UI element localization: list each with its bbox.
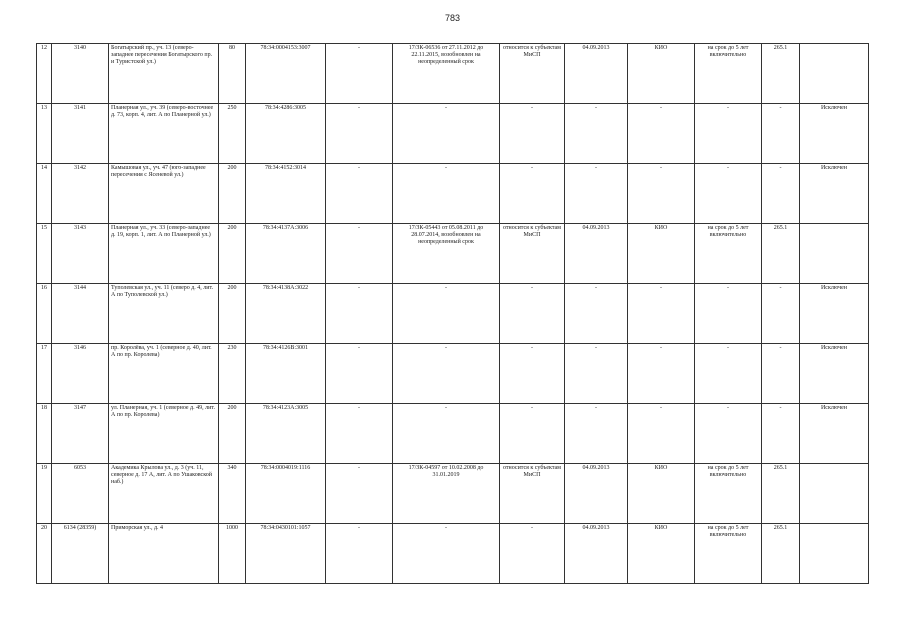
registry-table (36, 43, 869, 584)
lease-agreement-cell: - (393, 164, 500, 224)
smb-subject-cell: - (500, 104, 565, 164)
date-cell: - (565, 284, 628, 344)
object-id-cell: 3144 (52, 284, 109, 344)
area-cell: 250 (219, 104, 246, 164)
area-cell: 200 (219, 284, 246, 344)
lease-agreement-cell: - (393, 404, 500, 464)
lease-agreement-cell: - (393, 524, 500, 584)
cadastral-number-cell: 78:34:4286:3005 (246, 104, 326, 164)
lease-agreement-cell: 17/ЗК-06536 от 27.11.2012 до 22.11.2015, возобновлен на неопределенный срок (393, 44, 500, 104)
code-cell: - (762, 284, 800, 344)
date-cell: 04.09.2013 (565, 224, 628, 284)
smb-subject-cell: - (500, 404, 565, 464)
object-id-cell: 3140 (52, 44, 109, 104)
term-cell: на срок до 5 лет включительно (695, 224, 762, 284)
table-row (37, 404, 869, 464)
cadastral-number-cell: 78:34:4138А:3022 (246, 284, 326, 344)
cadastral-number-cell: 78:34:4152:3014 (246, 164, 326, 224)
object-id-cell: 3141 (52, 104, 109, 164)
code-cell: 265.1 (762, 524, 800, 584)
cadastral-number-cell: 78:34:4126В:3001 (246, 344, 326, 404)
area-cell: 200 (219, 164, 246, 224)
status-cell: Исключен (800, 284, 869, 344)
object-id-cell: 3143 (52, 224, 109, 284)
cadastral-number-cell: 78:34:0004019:1116 (246, 464, 326, 524)
status-cell (800, 224, 869, 284)
table-row (37, 344, 869, 404)
smb-subject-cell: относится к субъектам МиСП (500, 224, 565, 284)
code-cell: 265.1 (762, 44, 800, 104)
address-cell: Богатырский пр., уч. 13 (северо-западнее пересечения Богатырского пр. и Туристской ул.) (109, 44, 219, 104)
object-id-cell: 3147 (52, 404, 109, 464)
address-cell: Академика Крылова ул., д. 3 (уч. 11, северное д. 17 А, лит. А по Ушаковской наб.) (109, 464, 219, 524)
table-row (37, 164, 869, 224)
dash-cell: - (326, 44, 393, 104)
page-number: 783 (444, 13, 461, 23)
row-number-cell: 14 (37, 164, 52, 224)
status-cell: Исключен (800, 344, 869, 404)
table-row (37, 44, 869, 104)
area-cell: 340 (219, 464, 246, 524)
organization-cell: - (628, 164, 695, 224)
smb-subject-cell: - (500, 284, 565, 344)
code-cell: - (762, 104, 800, 164)
dash-cell: - (326, 224, 393, 284)
term-cell: - (695, 164, 762, 224)
dash-cell: - (326, 284, 393, 344)
term-cell: - (695, 104, 762, 164)
term-cell: - (695, 404, 762, 464)
code-cell: 265.1 (762, 224, 800, 284)
address-cell: пр. Королёва, уч. 1 (северное д. 40, лит. А по пр. Королева) (109, 344, 219, 404)
row-number-cell: 16 (37, 284, 52, 344)
cadastral-number-cell: 78:34:0430101:1057 (246, 524, 326, 584)
status-cell (800, 44, 869, 104)
status-cell: Исключен (800, 104, 869, 164)
row-number-cell: 18 (37, 404, 52, 464)
row-number-cell: 20 (37, 524, 52, 584)
organization-cell: КИО (628, 464, 695, 524)
object-id-cell: 3142 (52, 164, 109, 224)
status-cell: Исключен (800, 404, 869, 464)
organization-cell: - (628, 404, 695, 464)
row-number-cell: 17 (37, 344, 52, 404)
dash-cell: - (326, 344, 393, 404)
lease-agreement-cell: - (393, 284, 500, 344)
lease-agreement-cell: 17/ЗК-04597 от 10.02.2008 до 31.01.2019 (393, 464, 500, 524)
smb-subject-cell: - (500, 344, 565, 404)
date-cell: 04.09.2013 (565, 524, 628, 584)
dash-cell: - (326, 464, 393, 524)
date-cell: - (565, 344, 628, 404)
object-id-cell: 6134 (28359) (52, 524, 109, 584)
table-row (37, 224, 869, 284)
term-cell: - (695, 344, 762, 404)
area-cell: 230 (219, 344, 246, 404)
status-cell (800, 524, 869, 584)
address-cell: Туполевская ул., уч. 11 (северо д. 4, лит. А по Туполевской ул.) (109, 284, 219, 344)
area-cell: 200 (219, 404, 246, 464)
code-cell: - (762, 404, 800, 464)
dash-cell: - (326, 164, 393, 224)
smb-subject-cell: относится к субъектам МиСП (500, 44, 565, 104)
term-cell: на срок до 5 лет включительно (695, 44, 762, 104)
organization-cell: КИО (628, 224, 695, 284)
organization-cell: - (628, 284, 695, 344)
table-row (37, 104, 869, 164)
object-id-cell: 3146 (52, 344, 109, 404)
status-cell (800, 464, 869, 524)
cadastral-number-cell: 78:34:4137А:3006 (246, 224, 326, 284)
address-cell: Приморская ул., д. 4 (109, 524, 219, 584)
address-cell: Камышовая ул., уч. 47 (юго-западнее пересечения с Ясеневой ул.) (109, 164, 219, 224)
dash-cell: - (326, 404, 393, 464)
smb-subject-cell: - (500, 524, 565, 584)
cadastral-number-cell: 78:34:4123А:3005 (246, 404, 326, 464)
term-cell: на срок до 5 лет включительно (695, 464, 762, 524)
row-number-cell: 12 (37, 44, 52, 104)
cadastral-number-cell: 78:34:0004153:3007 (246, 44, 326, 104)
smb-subject-cell: - (500, 164, 565, 224)
address-cell: ул. Планерная, уч. 1 (северное д. 49, лит. А по пр. Королева) (109, 404, 219, 464)
date-cell: 04.09.2013 (565, 464, 628, 524)
lease-agreement-cell: - (393, 104, 500, 164)
area-cell: 200 (219, 224, 246, 284)
date-cell: - (565, 104, 628, 164)
date-cell: 04.09.2013 (565, 44, 628, 104)
organization-cell: - (628, 104, 695, 164)
table-row (37, 464, 869, 524)
dash-cell: - (326, 524, 393, 584)
address-cell: Планерная ул., уч. 33 (северо-западнее д. 19, корп. 1, лит. А по Планерной ул.) (109, 224, 219, 284)
date-cell: - (565, 404, 628, 464)
lease-agreement-cell: - (393, 344, 500, 404)
row-number-cell: 15 (37, 224, 52, 284)
smb-subject-cell: относится к субъектам МиСП (500, 464, 565, 524)
organization-cell: КИО (628, 44, 695, 104)
code-cell: 265.1 (762, 464, 800, 524)
lease-agreement-cell: 17/ЗК-05443 от 05.08.2011 до 28.07.2014, возобновлен на неопределенный срок (393, 224, 500, 284)
organization-cell: КИО (628, 524, 695, 584)
code-cell: - (762, 344, 800, 404)
row-number-cell: 19 (37, 464, 52, 524)
organization-cell: - (628, 344, 695, 404)
table-row (37, 524, 869, 584)
table-row (37, 284, 869, 344)
term-cell: - (695, 284, 762, 344)
status-cell: Исключен (800, 164, 869, 224)
object-id-cell: 6053 (52, 464, 109, 524)
dash-cell: - (326, 104, 393, 164)
code-cell: - (762, 164, 800, 224)
area-cell: 1000 (219, 524, 246, 584)
term-cell: на срок до 5 лет включительно (695, 524, 762, 584)
address-cell: Планерная ул., уч. 39 (северо-восточнее д. 73, корп. 4, лит. А по Планерной ул.) (109, 104, 219, 164)
area-cell: 80 (219, 44, 246, 104)
row-number-cell: 13 (37, 104, 52, 164)
date-cell: - (565, 164, 628, 224)
